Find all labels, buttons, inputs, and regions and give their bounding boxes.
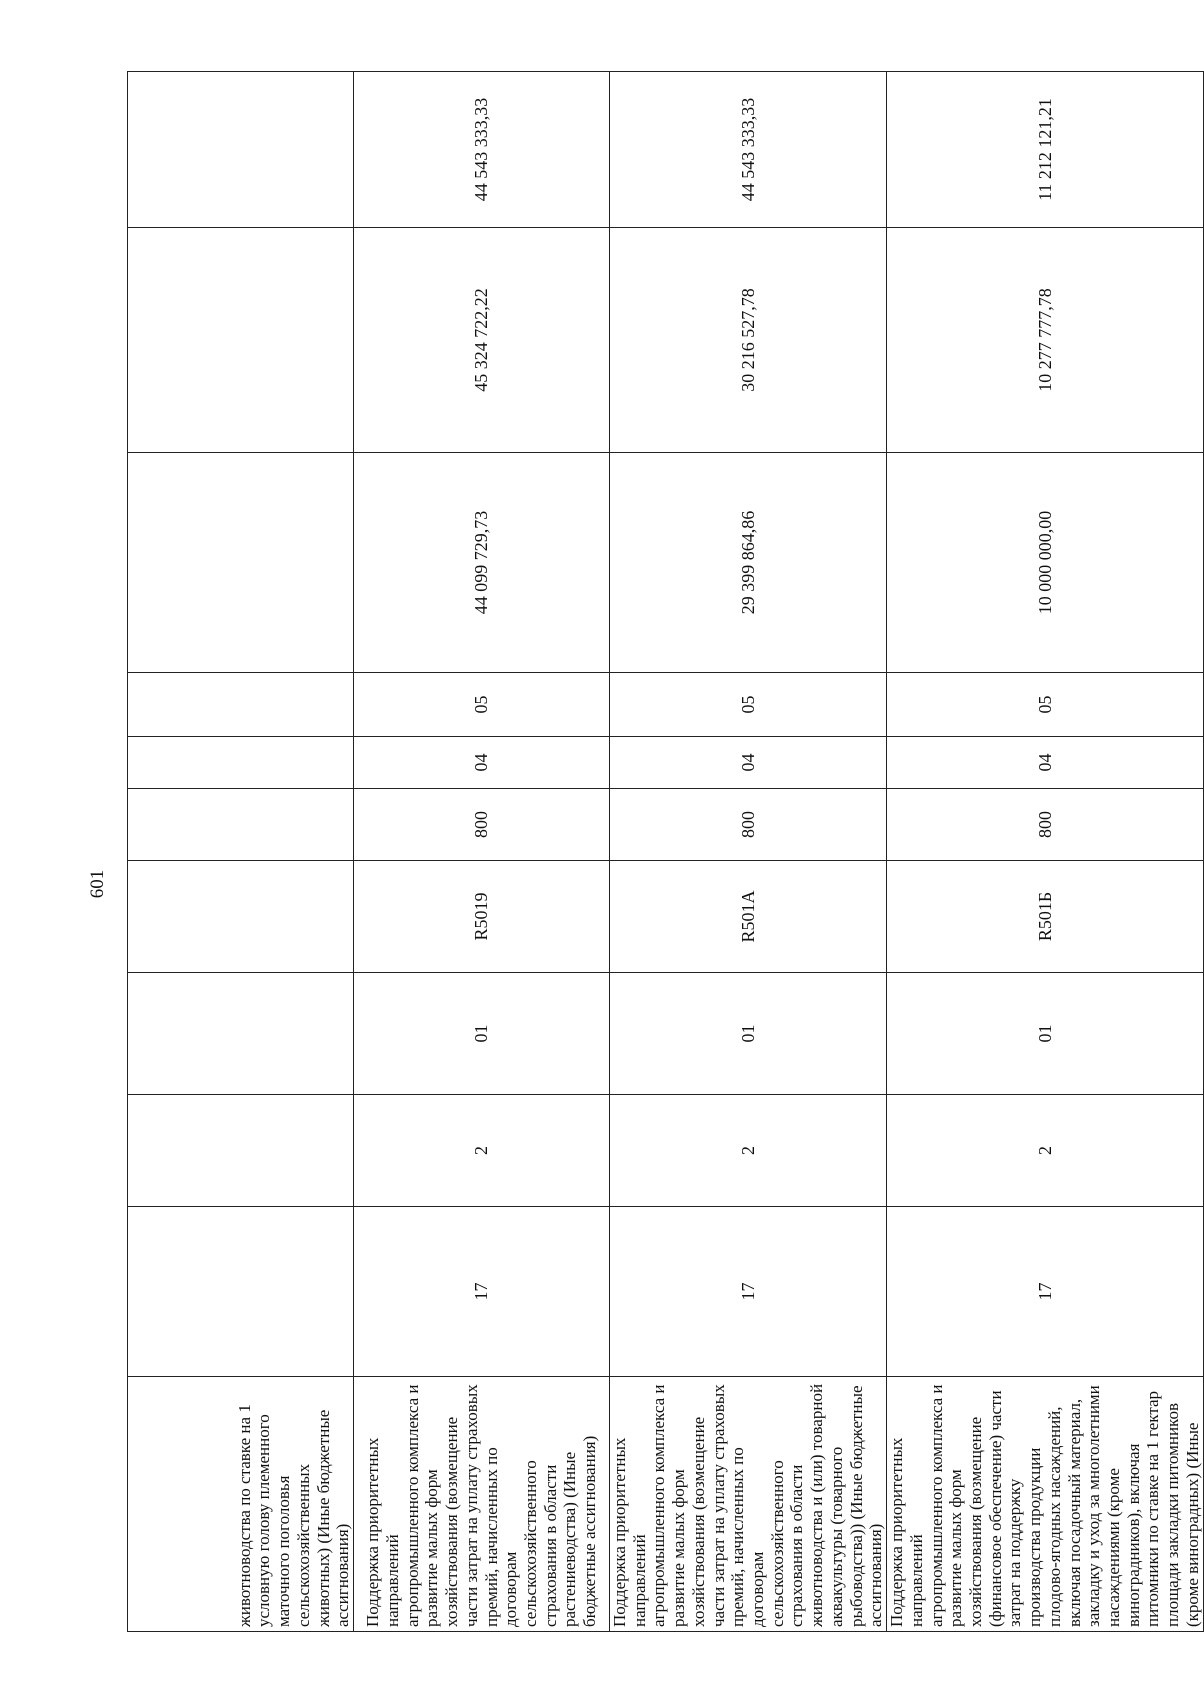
program-code: 17 <box>887 1207 1204 1377</box>
table-row <box>128 72 354 1632</box>
expense-direction-code: R501А <box>610 861 887 973</box>
main-event-code: 01 <box>354 973 610 1095</box>
amount-year-3: 11 212 121,21 <box>887 72 1204 228</box>
page-number: 601 <box>87 869 108 899</box>
table-row <box>887 72 1204 1632</box>
expense-type-code: 800 <box>354 789 610 861</box>
amount-year-2: 45 324 722,22 <box>354 228 610 453</box>
amount-year-3 <box>128 72 354 228</box>
subsection-code <box>128 673 354 737</box>
program-code <box>128 1207 354 1377</box>
program-code: 17 <box>354 1207 610 1377</box>
subprogram-code <box>128 1095 354 1207</box>
section-code: 04 <box>354 737 610 789</box>
amount-year-1: 10 000 000,00 <box>887 453 1204 673</box>
section-code: 04 <box>610 737 887 789</box>
subprogram-code: 2 <box>610 1095 887 1207</box>
subprogram-code: 2 <box>354 1095 610 1207</box>
expense-direction-code: R5019 <box>354 861 610 973</box>
subsection-code: 05 <box>610 673 887 737</box>
amount-year-3: 44 543 333,33 <box>354 72 610 228</box>
row-description: Поддержка приоритетных направлений агропромышленного комплекса и развитие малых форм хозяйствования (возмещение части затрат на уплату страховых премий, начисленных по договорам сельскохозяйственного страхования в области растениеводства) (Иные бюджетные ассигнования) <box>354 1377 610 1632</box>
main-event-code: 01 <box>887 973 1204 1095</box>
expense-direction-code <box>128 861 354 973</box>
amount-year-3: 44 543 333,33 <box>610 72 887 228</box>
section-code: 04 <box>887 737 1204 789</box>
table-area <box>127 72 1202 1632</box>
row-description: Поддержка приоритетных направлений агропромышленного комплекса и развитие малых форм хозяйствования (возмещение части затрат на уплату страховых премий, начисленных по договорам сельскохозяйственного страхования в области животноводства и (или) товарной аквакультуры (товарного рыбоводства)) (Иные бюджетные ассигнования) <box>610 1377 887 1632</box>
budget-table <box>127 71 1204 1632</box>
main-event-code <box>128 973 354 1095</box>
table-row <box>354 72 610 1632</box>
amount-year-1: 44 099 729,73 <box>354 453 610 673</box>
expense-type-code: 800 <box>887 789 1204 861</box>
expense-direction-code: R501Б <box>887 861 1204 973</box>
program-code: 17 <box>610 1207 887 1377</box>
subsection-code: 05 <box>887 673 1204 737</box>
row-description: животноводства по ставке на 1 условную голову племенного маточного поголовья сельскохозяйственных животных) (Иные бюджетные ассигнования) <box>128 1377 354 1632</box>
section-code <box>128 737 354 789</box>
subprogram-code: 2 <box>887 1095 1204 1207</box>
expense-type-code: 800 <box>610 789 887 861</box>
row-description: Поддержка приоритетных направлений агропромышленного комплекса и развитие малых форм хозяйствования (возмещение (финансовое обеспечение) части затрат на поддержку производства продукции плодово-ягодных насаждений, включая посадочный материал, закладку и уход за многолетними насаждениями (кроме виноградников), включая питомники по ставке на 1 гектар площади закладки питомников (кроме виноградных) (Иные <box>887 1377 1204 1632</box>
amount-year-1: 29 399 864,86 <box>610 453 887 673</box>
amount-year-2: 10 277 777,78 <box>887 228 1204 453</box>
amount-year-1 <box>128 453 354 673</box>
amount-year-2 <box>128 228 354 453</box>
main-event-code: 01 <box>610 973 887 1095</box>
subsection-code: 05 <box>354 673 610 737</box>
amount-year-2: 30 216 527,78 <box>610 228 887 453</box>
table-row <box>610 72 887 1632</box>
expense-type-code <box>128 789 354 861</box>
